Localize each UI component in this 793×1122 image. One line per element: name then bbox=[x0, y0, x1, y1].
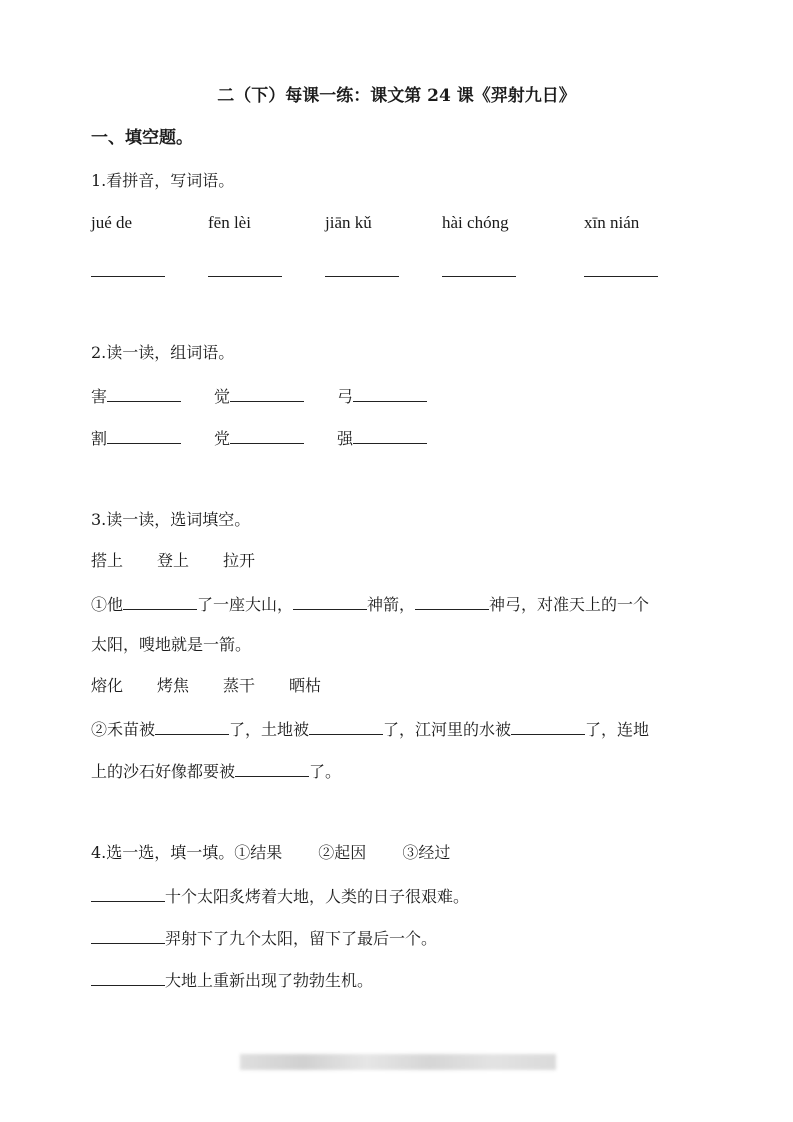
answer-blank[interactable] bbox=[155, 718, 229, 735]
answer-blank[interactable] bbox=[91, 969, 165, 986]
answer-blank[interactable] bbox=[235, 760, 309, 777]
sentence-text: 了。 bbox=[309, 762, 342, 781]
answer-blank[interactable] bbox=[123, 593, 197, 610]
q3-prompt: 3.读一读，选词填空。 bbox=[91, 510, 251, 529]
section-heading: 一、填空题。 bbox=[91, 128, 193, 148]
q3-sentence-2-cont bbox=[91, 760, 341, 782]
pinyin-5: xīn nián bbox=[584, 213, 640, 232]
answer-blank[interactable] bbox=[511, 718, 585, 735]
sentence-text: 大地上重新出现了勃勃生机。 bbox=[165, 971, 374, 990]
sentence-text: 羿射下了九个太阳，留下了最后一个。 bbox=[165, 929, 438, 948]
answer-blank[interactable] bbox=[208, 276, 282, 277]
answer-blank[interactable] bbox=[230, 427, 304, 444]
pinyin-1: jué de bbox=[91, 213, 133, 232]
answer-blank[interactable] bbox=[91, 927, 165, 944]
option: ③经过 bbox=[402, 843, 451, 862]
word-choice: 登上 bbox=[157, 551, 190, 570]
sentence-text: 了，江河里的水被 bbox=[383, 720, 512, 739]
pinyin-3: jiān kǔ bbox=[325, 213, 372, 232]
q2-item bbox=[337, 385, 427, 407]
sentence-text: 神弓，对准天上的一个 bbox=[489, 595, 650, 614]
answer-blank[interactable] bbox=[107, 427, 181, 444]
word-choice: 拉开 bbox=[223, 551, 256, 570]
sentence-text: 了，连地 bbox=[585, 720, 650, 739]
option: ②起因 bbox=[318, 843, 367, 862]
q2-char: 觉 bbox=[214, 387, 231, 406]
sentence-text: 了一座大山， bbox=[197, 595, 294, 614]
q3-sentence-2 bbox=[91, 718, 649, 740]
q2-item bbox=[214, 385, 304, 407]
answer-blank[interactable] bbox=[230, 385, 304, 402]
q4-prompt-row bbox=[91, 843, 450, 863]
answer-blank[interactable] bbox=[415, 593, 489, 610]
answer-blank[interactable] bbox=[309, 718, 383, 735]
page-title: 二（下）每课一练：课文第 24 课《羿射九日》 bbox=[217, 86, 576, 106]
word-choice: 搭上 bbox=[91, 551, 124, 570]
q2-char: 强 bbox=[337, 429, 354, 448]
answer-blank[interactable] bbox=[353, 427, 427, 444]
q2-item bbox=[214, 427, 304, 449]
answer-blank[interactable] bbox=[91, 276, 165, 277]
answer-blank[interactable] bbox=[442, 276, 516, 277]
blurred-footer-watermark bbox=[240, 1054, 556, 1070]
q4-line bbox=[91, 927, 437, 949]
sentence-text: ①他 bbox=[91, 595, 124, 614]
answer-blank[interactable] bbox=[353, 385, 427, 402]
q2-char: 党 bbox=[214, 429, 231, 448]
sentence-text: ②禾苗被 bbox=[91, 720, 156, 739]
sentence-text: 神箭， bbox=[367, 595, 416, 614]
q2-char: 害 bbox=[91, 387, 108, 406]
answer-blank[interactable] bbox=[107, 385, 181, 402]
q2-char: 割 bbox=[91, 429, 108, 448]
answer-blank[interactable] bbox=[584, 276, 658, 277]
q4-prompt: 4.选一选，填一填。 bbox=[91, 843, 235, 862]
q4-line bbox=[91, 885, 469, 907]
word-choice: 熔化 bbox=[91, 676, 124, 695]
option: ①结果 bbox=[234, 843, 283, 862]
pinyin-4: hài chóng bbox=[442, 213, 509, 232]
q2-char: 弓 bbox=[337, 387, 354, 406]
q1-prompt: 1.看拼音，写词语。 bbox=[91, 171, 235, 190]
pinyin-2: fēn lèi bbox=[208, 213, 251, 232]
q2-prompt: 2.读一读，组词语。 bbox=[91, 343, 235, 362]
sentence-text: 了，土地被 bbox=[229, 720, 310, 739]
q4-line bbox=[91, 969, 373, 991]
sentence-text: 上的沙石好像都要被 bbox=[91, 762, 236, 781]
sentence-text: 十个太阳炙烤着大地，人类的日子很艰难。 bbox=[165, 887, 470, 906]
word-choice: 烤焦 bbox=[157, 676, 190, 695]
q2-item bbox=[337, 427, 427, 449]
q2-item bbox=[91, 385, 181, 407]
answer-blank[interactable] bbox=[293, 593, 367, 610]
answer-blank[interactable] bbox=[91, 885, 165, 902]
word-choice: 蒸干 bbox=[223, 676, 256, 695]
q3-sentence-1 bbox=[91, 593, 649, 615]
word-choice: 晒枯 bbox=[289, 676, 322, 695]
answer-blank[interactable] bbox=[325, 276, 399, 277]
q2-item bbox=[91, 427, 181, 449]
q3-sentence-1-cont: 太阳，嗖地就是一箭。 bbox=[91, 635, 252, 654]
